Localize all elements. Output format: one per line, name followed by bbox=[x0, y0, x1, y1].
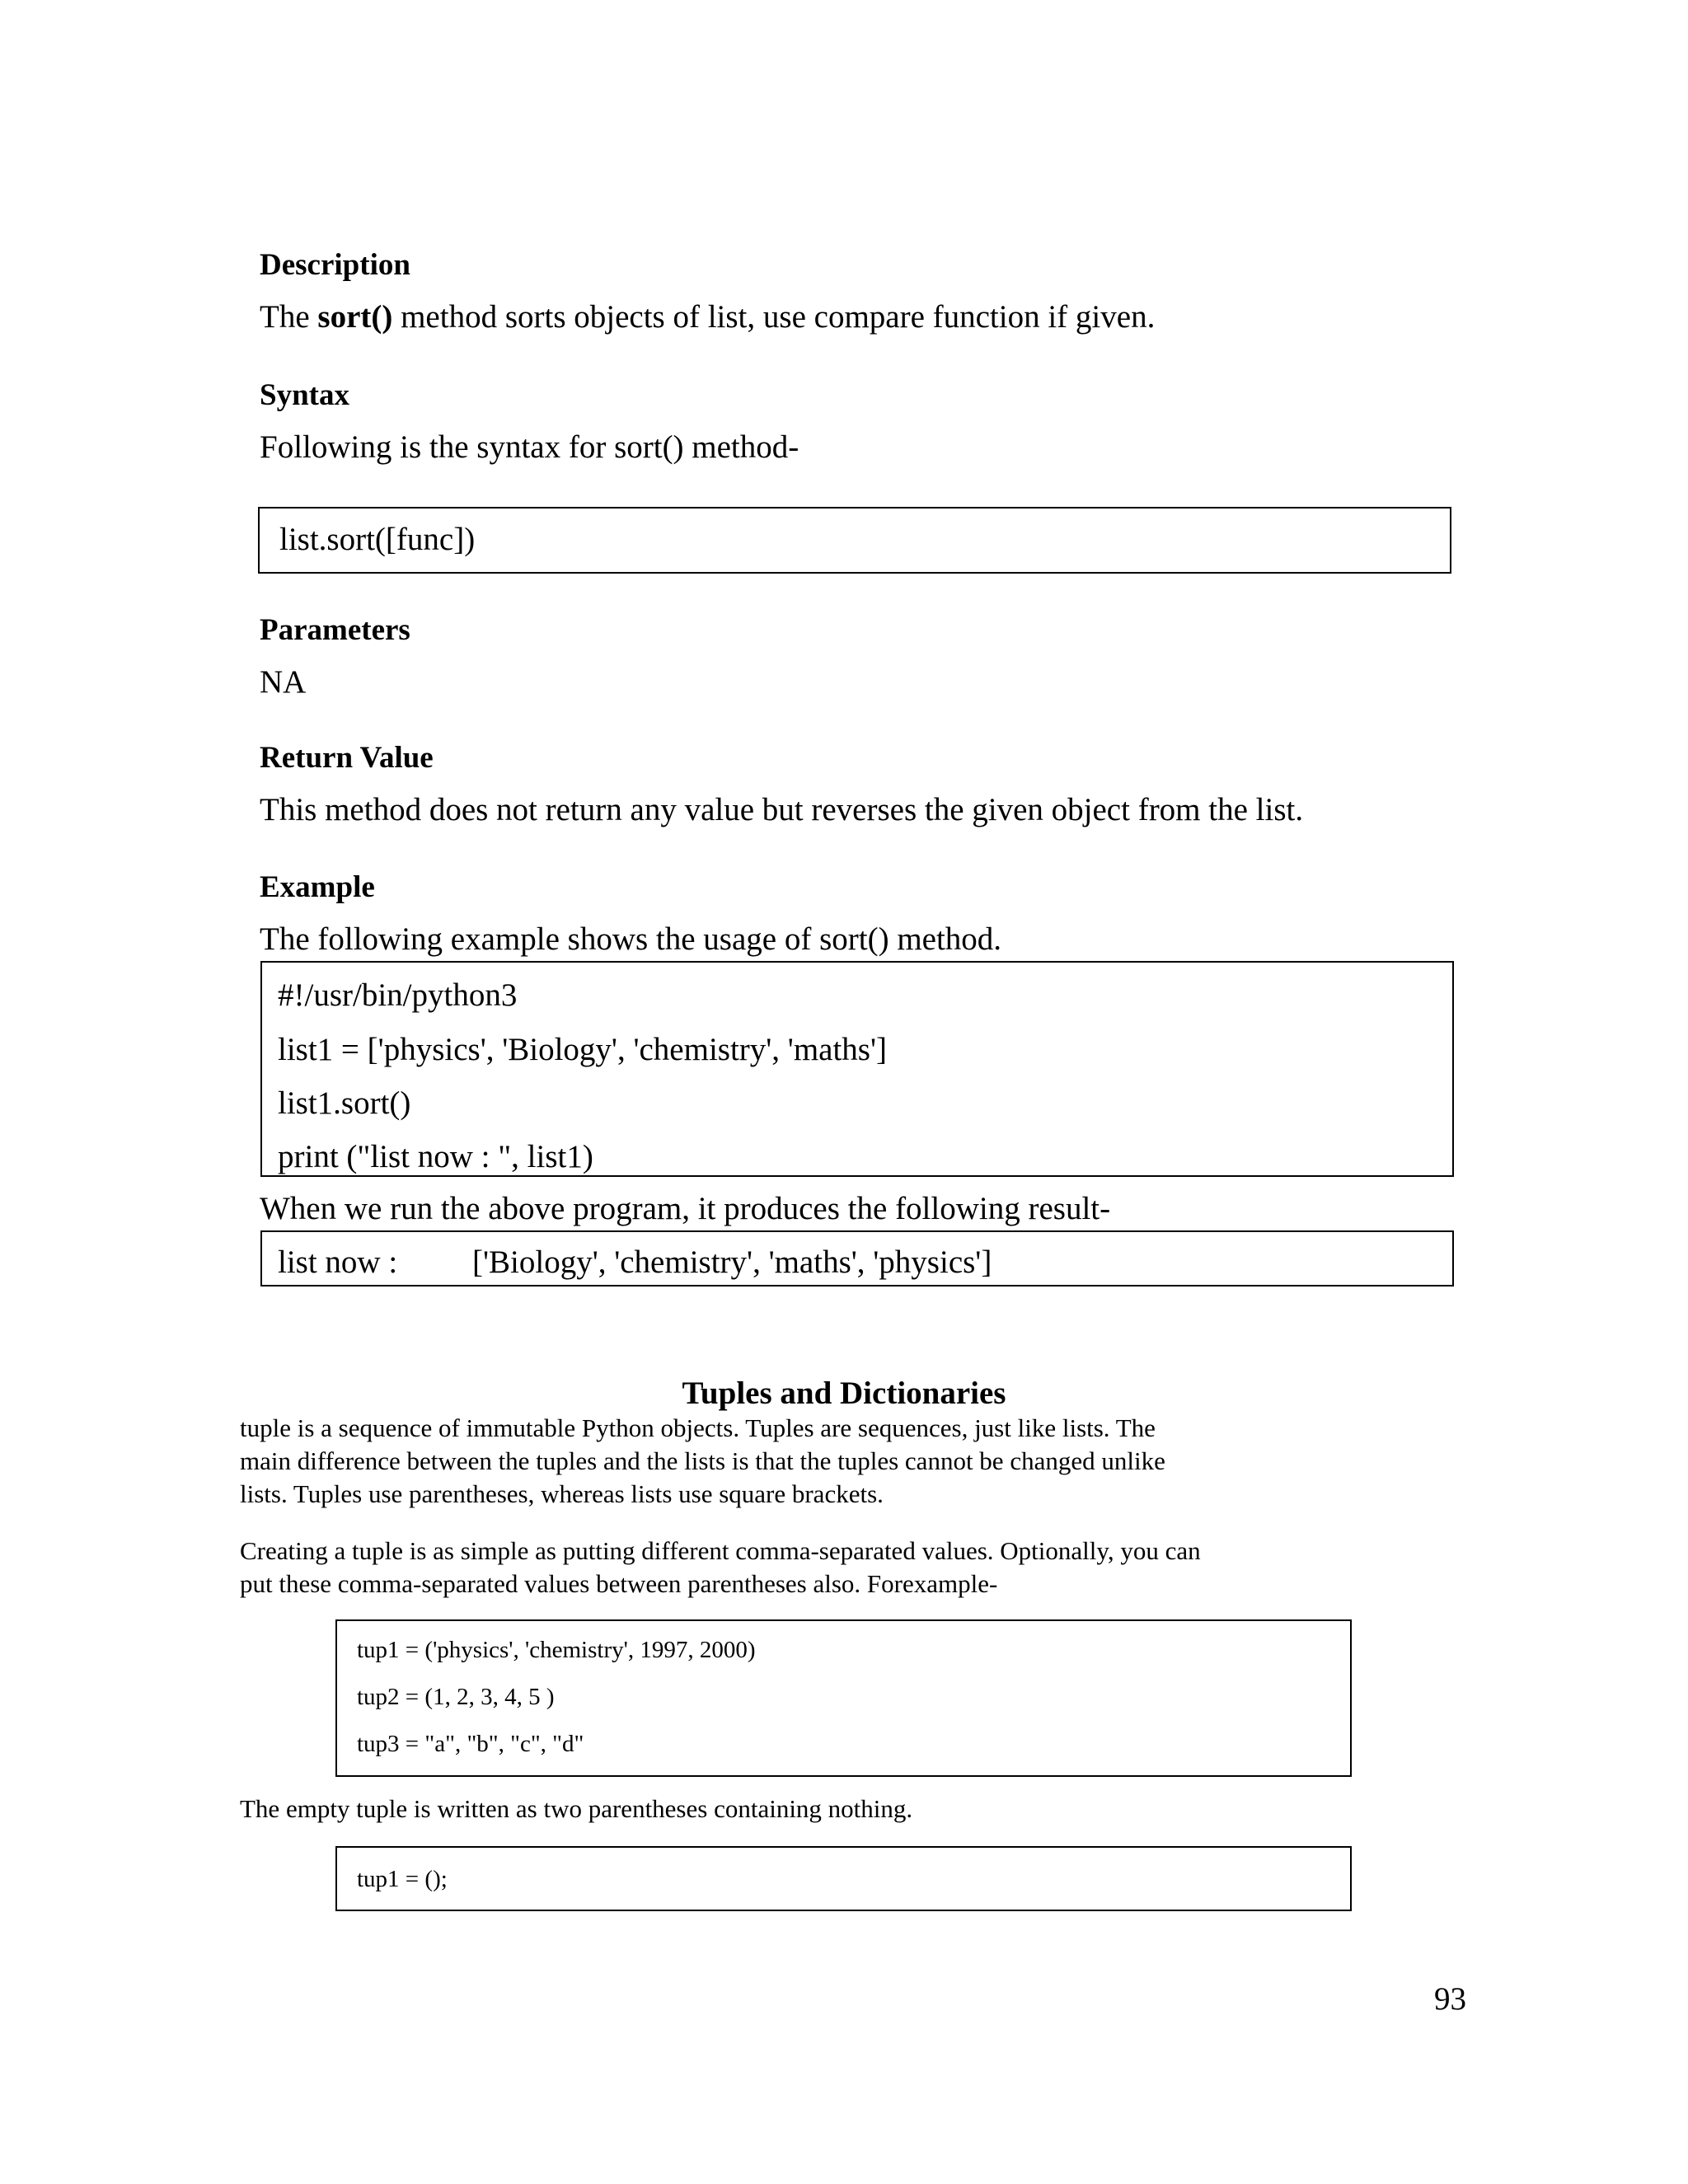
syntax-code-box bbox=[258, 507, 1451, 574]
sort-method-name: sort() bbox=[317, 299, 393, 335]
description-heading: Description bbox=[260, 248, 410, 282]
syntax-code: list.sort([func]) bbox=[279, 522, 476, 557]
code-line: #!/usr/bin/python3 bbox=[278, 977, 518, 1013]
example-heading: Example bbox=[260, 870, 375, 904]
creating-paragraph-line: put these comma-separated values between parentheses also. Forexample- bbox=[240, 1569, 998, 1598]
result-box bbox=[260, 1230, 1454, 1286]
parameters-text: NA bbox=[260, 664, 307, 700]
creating-paragraph-line: Creating a tuple is as simple as putting different comma-separated values. Optionally, you can bbox=[240, 1536, 1201, 1565]
tuples-paragraph-line: lists. Tuples use parentheses, whereas lists use square brackets. bbox=[240, 1479, 884, 1508]
result-value: ['Biology', 'chemistry', 'maths', 'physics'] bbox=[472, 1244, 992, 1280]
code-line: print ("list now : ", list1) bbox=[278, 1139, 593, 1174]
parameters-heading: Parameters bbox=[260, 613, 410, 647]
result-text: When we run the above program, it produces the following result- bbox=[260, 1191, 1111, 1226]
result-label: list now : bbox=[278, 1244, 398, 1280]
code-line: tup1 = (); bbox=[357, 1866, 448, 1892]
code-line: tup1 = ('physics', 'chemistry', 1997, 2000) bbox=[357, 1637, 756, 1663]
code-line: tup3 = "a", "b", "c", "d" bbox=[357, 1731, 584, 1757]
tuple-code-box bbox=[335, 1619, 1352, 1777]
return-heading: Return Value bbox=[260, 741, 434, 775]
syntax-heading: Syntax bbox=[260, 378, 349, 412]
code-line: list1.sort() bbox=[278, 1085, 411, 1121]
return-text: This method does not return any value but reverses the given object from the list. bbox=[260, 792, 1304, 827]
code-line: list1 = ['physics', 'Biology', 'chemistry', 'maths'] bbox=[278, 1032, 888, 1067]
empty-tuple-code-box bbox=[335, 1846, 1352, 1911]
page-number: 93 bbox=[1434, 1981, 1466, 2017]
description-text: The sort() method sorts objects of list, use compare function if given. bbox=[260, 299, 1156, 335]
example-text: The following example shows the usage of sort() method. bbox=[260, 921, 1002, 957]
section-title: Tuples and Dictionaries bbox=[682, 1376, 1006, 1411]
example-code-box bbox=[260, 961, 1454, 1177]
tuples-paragraph-line: tuple is a sequence of immutable Python objects. Tuples are sequences, just like lists. The bbox=[240, 1413, 1156, 1442]
tuples-paragraph-line: main difference between the tuples and the lists is that the tuples cannot be changed unlike bbox=[240, 1446, 1165, 1475]
code-line: tup2 = (1, 2, 3, 4, 5 ) bbox=[357, 1684, 555, 1710]
syntax-text: Following is the syntax for sort() method- bbox=[260, 429, 799, 465]
empty-tuple-text: The empty tuple is written as two parentheses containing nothing. bbox=[240, 1794, 913, 1823]
